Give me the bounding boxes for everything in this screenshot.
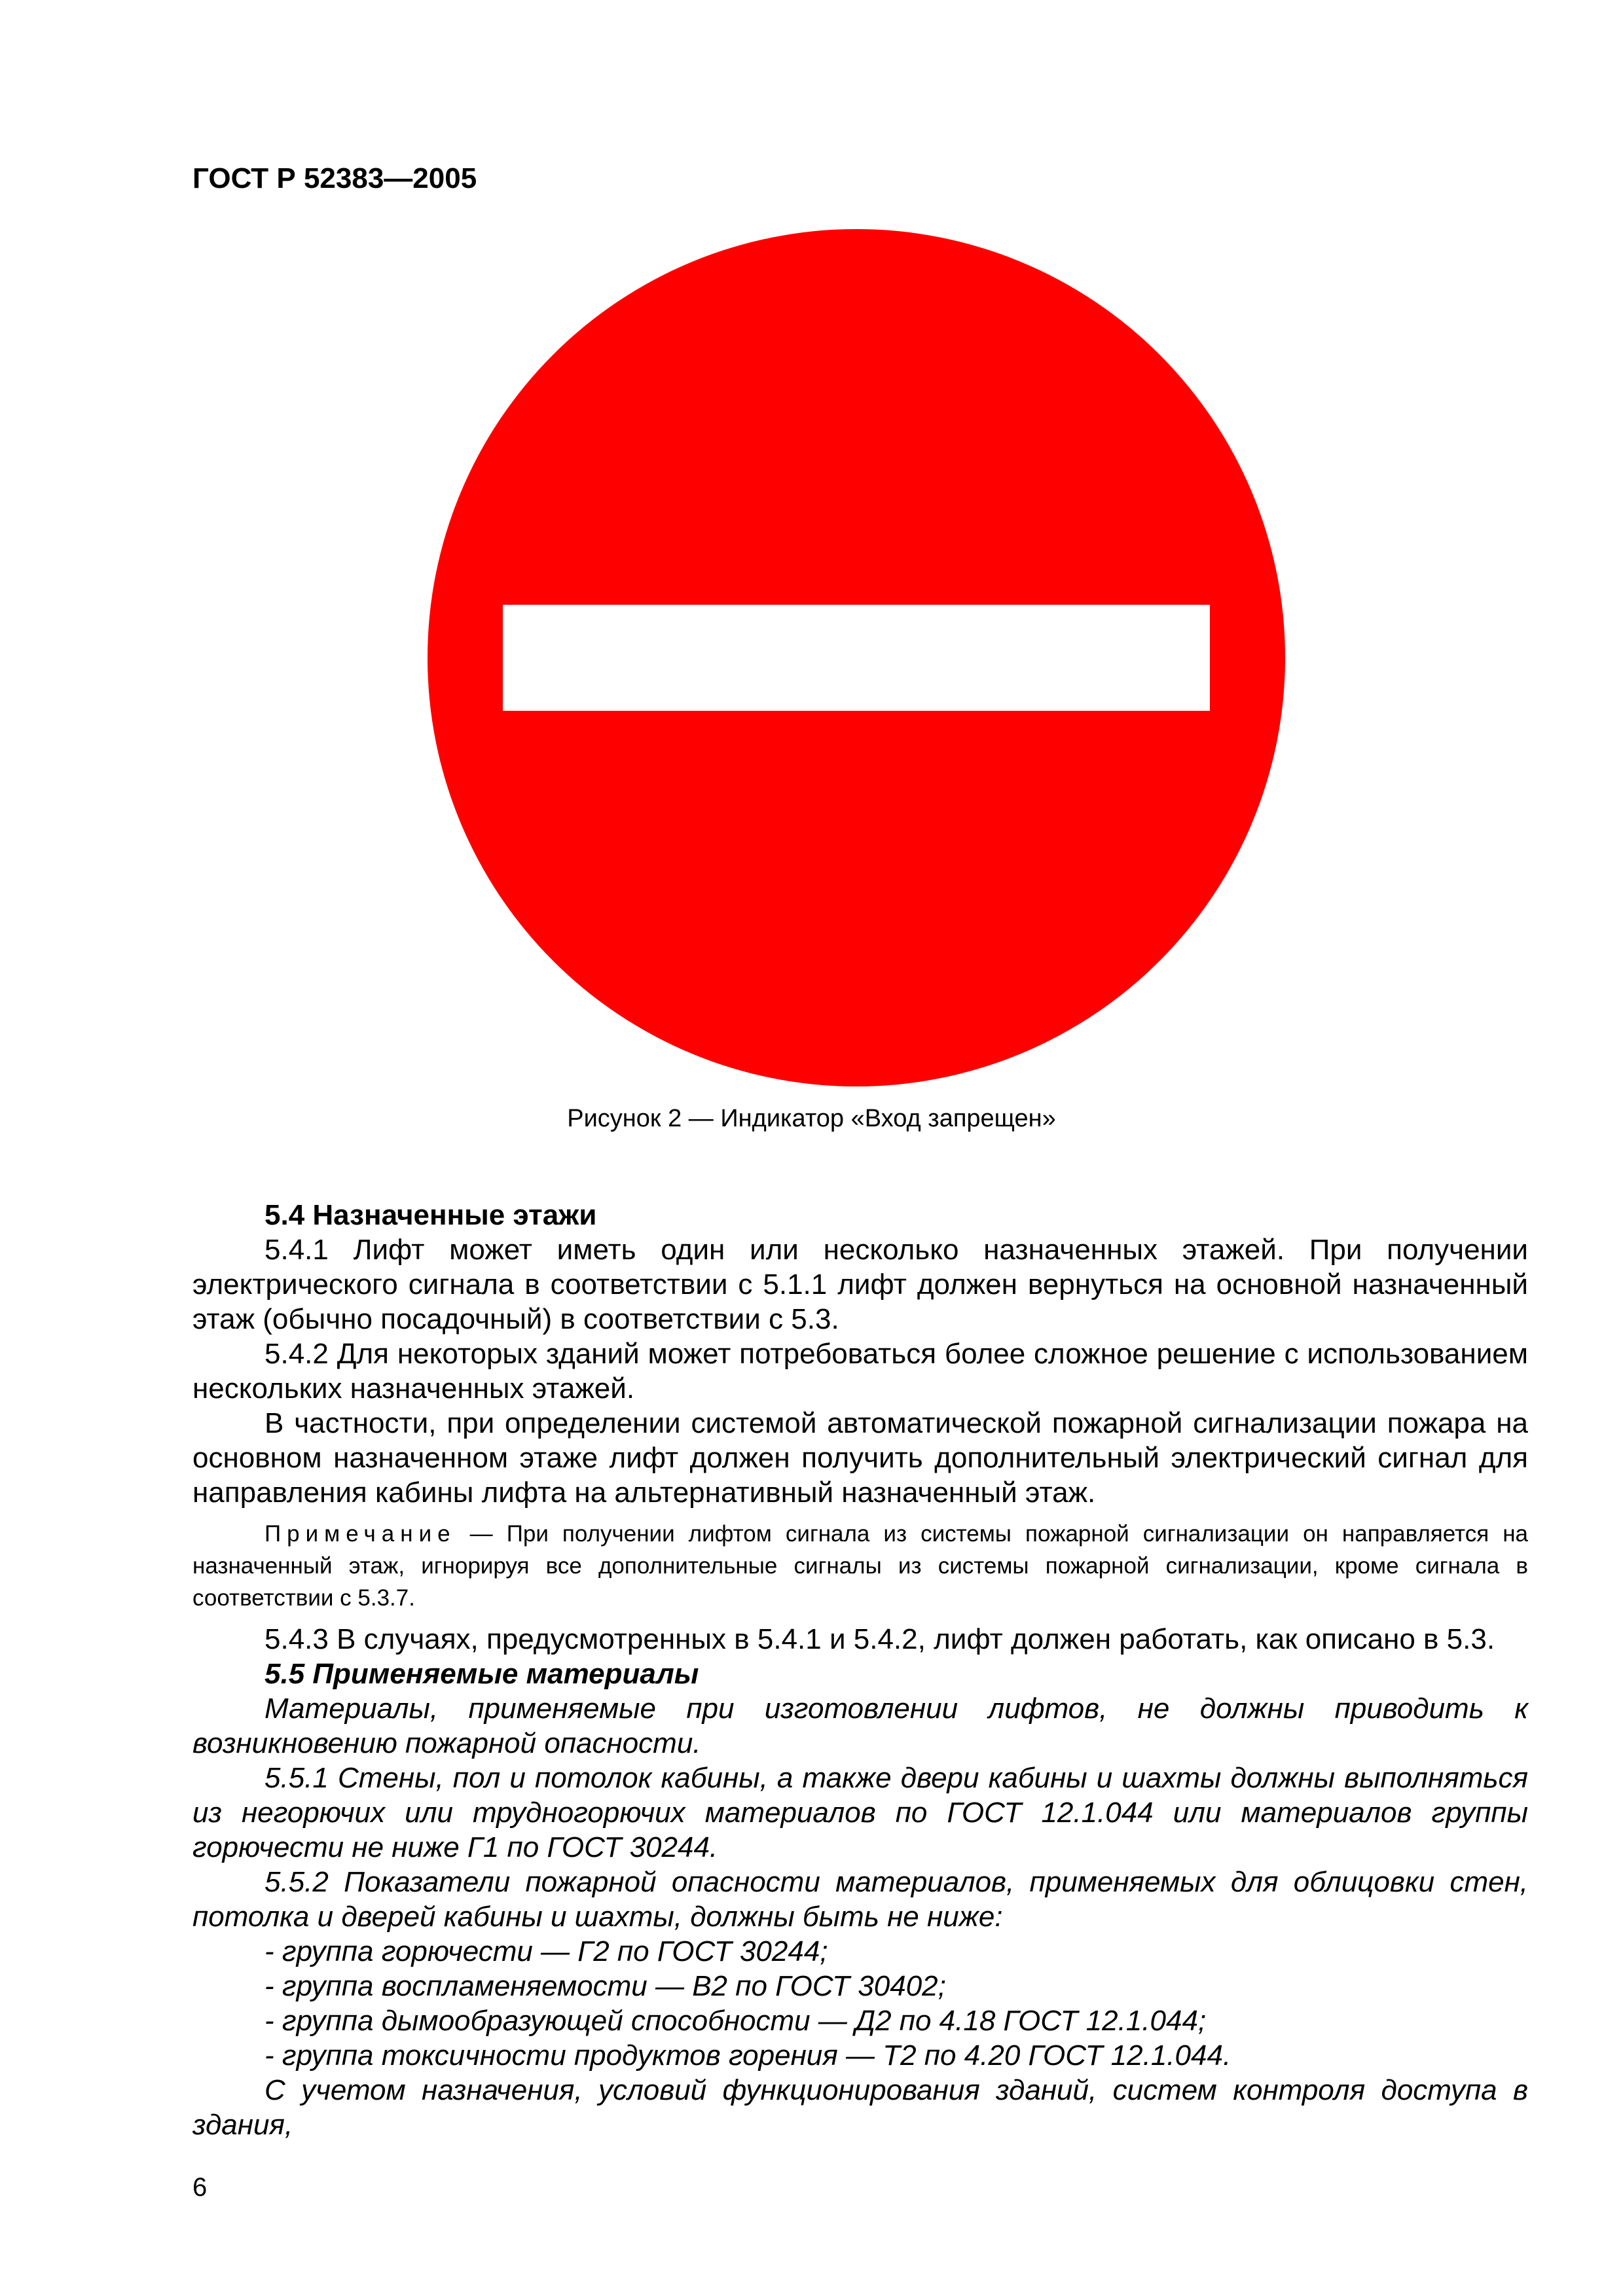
section-5-5-title: 5.5 Применяемые материалы xyxy=(264,1658,699,1690)
note xyxy=(192,1518,1528,1614)
paragraph-5-4-1: 5.4.1 Лифт может иметь один или несколько назначенных этажей. При получении электрического сигнала в соответствии с 5.1.1 лифт должен вернуться на основной назначенный этаж (обычно посадочный) в соответствии с 5.3. xyxy=(192,1234,1528,1335)
list-item: - группа токсичности продуктов горения — Т2 по 4.20 ГОСТ 12.1.044. xyxy=(264,2039,1231,2072)
paragraph-5-5-intro: Материалы, применяемые при изготовлении лифтов, не должны приводить к возникновению пожарной опасности. xyxy=(192,1693,1528,1759)
list-item: - группа дымообразующей способности — Д2 по 4.18 ГОСТ 12.1.044; xyxy=(264,2005,1207,2037)
list-item: - группа горючести — Г2 по ГОСТ 30244; xyxy=(264,1935,828,1967)
paragraph-5-4-2: 5.4.2 Для некоторых зданий может потребоваться более сложное решение с использованием нескольких назначенных этажей. xyxy=(192,1338,1528,1405)
page-number: 6 xyxy=(192,2173,208,2202)
paragraph-5-4-2-cont: В частности, при определении системой автоматической пожарной сигнализации пожара на основном назначенном этаже лифт должен получить дополнительный электрический сигнал для направления кабины лифта на альтернативный назначенный этаж. xyxy=(192,1407,1528,1509)
section-5-4-title: 5.4 Назначенные этажи xyxy=(264,1199,597,1231)
list-item: - группа воспламеняемости — В2 по ГОСТ 30402; xyxy=(264,1970,946,2002)
paragraph-5-5-1: 5.5.1 Стены, пол и потолок кабины, а также двери кабины и шахты должны выполняться из негорючих или трудногорючих материалов по ГОСТ 12.1.044 или материалов группы горючести не ниже Г1 по ГОСТ 30244. xyxy=(192,1762,1528,1863)
note-label: Примечание xyxy=(264,1521,456,1547)
paragraph-5-4-3: 5.4.3 В случаях, предусмотренных в 5.4.1 и 5.4.2, лифт должен работать, как описано в 5.3. xyxy=(264,1623,1495,1655)
document-body xyxy=(192,1198,1528,2142)
document-header: ГОСТ Р 52383—2005 xyxy=(192,162,477,194)
note-text: — При получении лифтом сигнала из системы пожарной сигнализации он направляется на назначенный этаж, игнорируя все дополнительные сигналы из системы пожарной сигнализации, кроме сигнала в соответствии с 5.3.7. xyxy=(192,1521,1528,1611)
sign-bar xyxy=(503,605,1210,711)
figure-caption: Рисунок 2 — Индикатор «Вход запрещен» xyxy=(567,1105,1056,1132)
paragraph-5-5-cont: С учетом назначения, условий функционирования зданий, систем контроля доступа в здания, xyxy=(192,2074,1528,2141)
no-entry-sign-icon xyxy=(428,229,1285,1086)
paragraph-5-5-2: 5.5.2 Показатели пожарной опасности материалов, применяемых для облицовки стен, потолка и дверей кабины и шахты, должны быть не ниже: xyxy=(192,1866,1528,1933)
